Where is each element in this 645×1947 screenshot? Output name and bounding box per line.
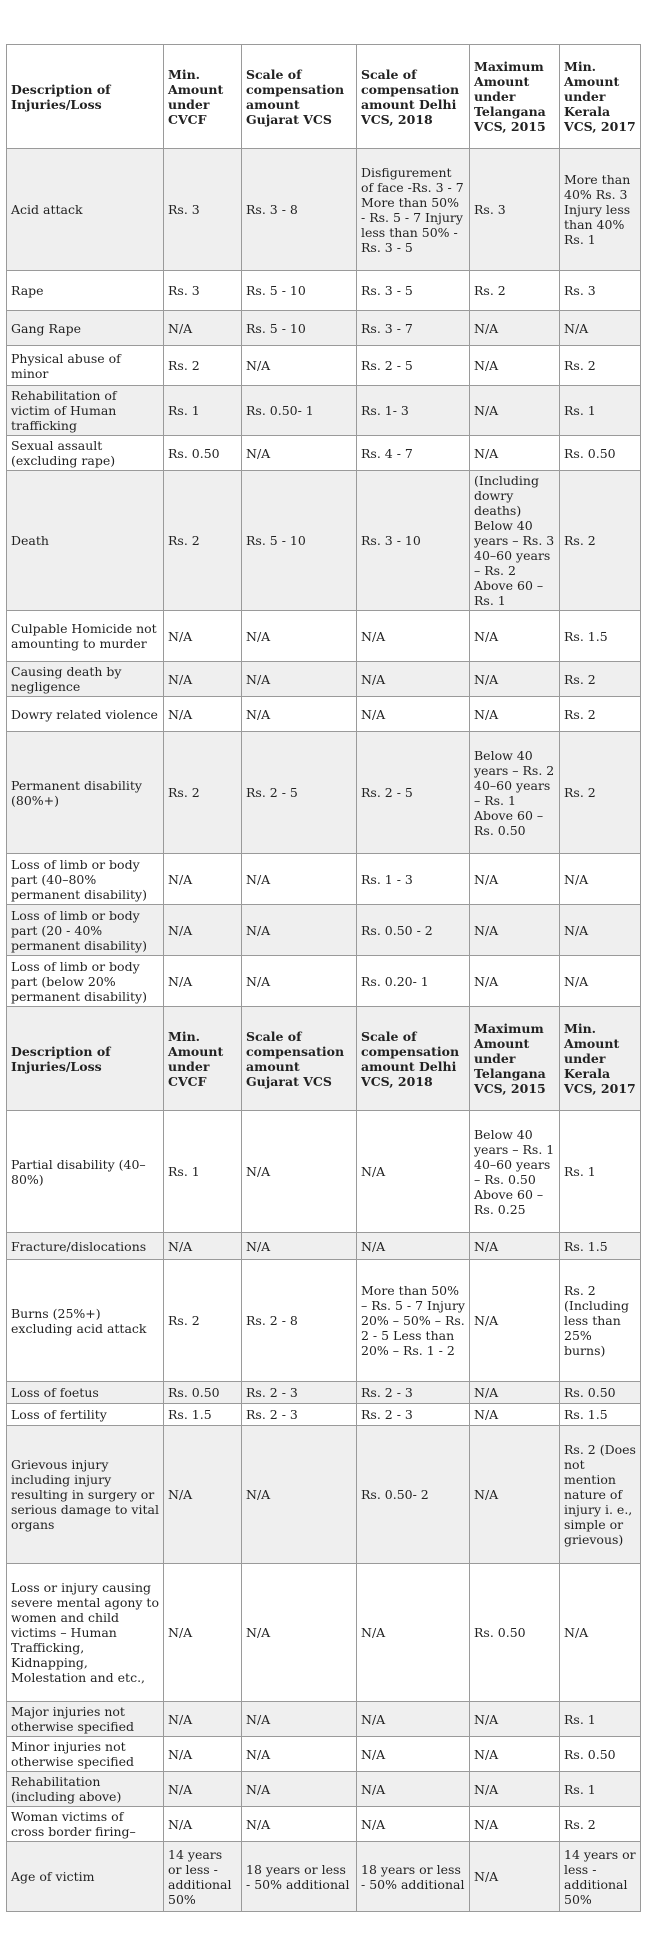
table-cell: N/A — [357, 1233, 470, 1260]
table-cell: Disfigurement of face -Rs. 3 - 7 More than 50% - Rs. 5 - 7 Injury less than 50% - Rs. 3 - 5 — [357, 149, 470, 271]
header-cell: Description of Injuries/Loss — [7, 1007, 164, 1111]
table-row — [7, 149, 641, 271]
table-cell: Rs. 2 — [164, 471, 242, 611]
table-row — [7, 905, 641, 956]
table-cell: N/A — [560, 905, 641, 956]
table-cell: N/A — [357, 1772, 470, 1807]
table-cell: N/A — [470, 311, 560, 346]
table-cell: Rs. 1 — [164, 1111, 242, 1233]
row-label-cell: Permanent disability (80%+) — [7, 732, 164, 854]
table-cell: Rs. 0.20- 1 — [357, 956, 470, 1007]
row-label-cell: Physical abuse of minor — [7, 346, 164, 386]
header-cell: Min. Amount under Kerala VCS, 2017 — [560, 45, 641, 149]
table-cell: N/A — [470, 905, 560, 956]
table-row — [7, 1564, 641, 1702]
table-cell: N/A — [357, 1111, 470, 1233]
table-cell: Rs. 2 - 5 — [357, 732, 470, 854]
table-cell: N/A — [470, 1404, 560, 1426]
table-cell: N/A — [164, 1737, 242, 1772]
row-label-cell: Loss of limb or body part (below 20% permanent disability) — [7, 956, 164, 1007]
table-cell: N/A — [470, 697, 560, 732]
table-cell: Rs. 2 — [560, 346, 641, 386]
table-row — [7, 1233, 641, 1260]
table-header-row — [7, 1007, 641, 1111]
table-cell: N/A — [242, 1772, 357, 1807]
row-label-cell: Dowry related violence — [7, 697, 164, 732]
table-cell: N/A — [242, 1233, 357, 1260]
table-cell: Rs. 2 — [560, 662, 641, 697]
row-label-cell: Loss of fertility — [7, 1404, 164, 1426]
table-cell: N/A — [357, 1807, 470, 1842]
table-cell: Rs. 3 - 8 — [242, 149, 357, 271]
table-cell: N/A — [470, 1842, 560, 1912]
table-cell: Rs. 0.50- 1 — [242, 386, 357, 436]
table-cell: N/A — [470, 1737, 560, 1772]
row-label-cell: Causing death by negligence — [7, 662, 164, 697]
row-label-cell: Culpable Homicide not amounting to murder — [7, 611, 164, 662]
table-row — [7, 662, 641, 697]
table-cell: N/A — [560, 311, 641, 346]
table-cell: N/A — [242, 697, 357, 732]
table-row — [7, 854, 641, 905]
row-label-cell: Partial disability (40–80%) — [7, 1111, 164, 1233]
table-cell: Rs. 3 — [560, 271, 641, 311]
table-cell: Rs. 3 - 7 — [357, 311, 470, 346]
table-cell: N/A — [164, 956, 242, 1007]
table-row — [7, 1404, 641, 1426]
table-row — [7, 1702, 641, 1737]
table-row — [7, 1111, 641, 1233]
table-cell: N/A — [357, 697, 470, 732]
table-cell: Rs. 1.5 — [560, 611, 641, 662]
table-cell: N/A — [242, 346, 357, 386]
table-row — [7, 386, 641, 436]
header-cell: Min. Amount under CVCF — [164, 45, 242, 149]
table-cell: More than 40% Rs. 3 Injury less than 40% Rs. 1 — [560, 149, 641, 271]
table-cell: Rs. 2 (Does not mention nature of injury i. e., simple or grievous) — [560, 1426, 641, 1564]
row-label-cell: Woman victims of cross border firing– — [7, 1807, 164, 1842]
table-cell: N/A — [357, 662, 470, 697]
table-row — [7, 436, 641, 471]
table-cell: N/A — [470, 1702, 560, 1737]
header-cell: Scale of compensation amount Gujarat VCS — [242, 1007, 357, 1111]
table-cell: Rs. 1.5 — [560, 1233, 641, 1260]
header-cell: Scale of compensation amount Delhi VCS, 2018 — [357, 45, 470, 149]
table-row — [7, 1260, 641, 1382]
table-cell: Rs. 1- 3 — [357, 386, 470, 436]
table-cell: (Including dowry deaths) Below 40 years – Rs. 3 40–60 years – Rs. 2 Above 60 – Rs. 1 — [470, 471, 560, 611]
header-cell: Description of Injuries/Loss — [7, 45, 164, 149]
table-cell: Rs. 3 - 5 — [357, 271, 470, 311]
table-cell: Rs. 3 — [164, 149, 242, 271]
table-cell: Rs. 2 - 8 — [242, 1260, 357, 1382]
table-cell: N/A — [242, 1111, 357, 1233]
table-cell: N/A — [164, 1426, 242, 1564]
table-cell: Rs. 2 - 3 — [242, 1382, 357, 1404]
table-cell: Rs. 2 - 3 — [357, 1382, 470, 1404]
table-row — [7, 611, 641, 662]
table-row — [7, 311, 641, 346]
table-cell: Rs. 3 - 10 — [357, 471, 470, 611]
table-cell: N/A — [470, 611, 560, 662]
table-cell: N/A — [164, 611, 242, 662]
table-cell: N/A — [470, 1807, 560, 1842]
table-cell: Rs. 5 - 10 — [242, 471, 357, 611]
table-cell: Rs. 2 (Including less than 25% burns) — [560, 1260, 641, 1382]
compensation-table-container — [6, 44, 640, 1912]
table-body — [7, 45, 641, 1912]
compensation-table — [6, 44, 641, 1912]
table-cell: N/A — [164, 697, 242, 732]
table-cell: Rs. 2 — [560, 732, 641, 854]
table-row — [7, 471, 641, 611]
table-cell: N/A — [242, 854, 357, 905]
row-label-cell: Rehabilitation of victim of Human trafficking — [7, 386, 164, 436]
row-label-cell: Grievous injury including injury resulting in surgery or serious damage to vital organs — [7, 1426, 164, 1564]
table-cell: N/A — [164, 1807, 242, 1842]
table-cell: Rs. 0.50 — [560, 1737, 641, 1772]
table-cell: N/A — [470, 1233, 560, 1260]
table-cell: Rs. 5 - 10 — [242, 311, 357, 346]
row-label-cell: Acid attack — [7, 149, 164, 271]
table-cell: N/A — [242, 1807, 357, 1842]
table-cell: Rs. 1.5 — [164, 1404, 242, 1426]
table-cell: N/A — [357, 1737, 470, 1772]
table-row — [7, 271, 641, 311]
table-row — [7, 1426, 641, 1564]
table-cell: N/A — [470, 386, 560, 436]
table-cell: N/A — [470, 1772, 560, 1807]
table-cell: Rs. 2 — [470, 271, 560, 311]
row-label-cell: Major injuries not otherwise specified — [7, 1702, 164, 1737]
table-cell: N/A — [242, 611, 357, 662]
table-cell: N/A — [560, 854, 641, 905]
table-row — [7, 956, 641, 1007]
table-cell: Rs. 1 — [560, 1702, 641, 1737]
table-cell: Rs. 1 — [560, 1772, 641, 1807]
table-cell: Below 40 years – Rs. 2 40–60 years – Rs. 1 Above 60 – Rs. 0.50 — [470, 732, 560, 854]
table-cell: N/A — [242, 1564, 357, 1702]
header-cell: Scale of compensation amount Gujarat VCS — [242, 45, 357, 149]
table-cell: Rs. 2 — [560, 1807, 641, 1842]
table-row — [7, 1842, 641, 1912]
table-cell: N/A — [470, 956, 560, 1007]
table-cell: N/A — [470, 1382, 560, 1404]
row-label-cell: Sexual assault (excluding rape) — [7, 436, 164, 471]
table-cell: 14 years or less - additional 50% — [164, 1842, 242, 1912]
table-cell: Below 40 years – Rs. 1 40–60 years – Rs. 0.50 Above 60 – Rs. 0.25 — [470, 1111, 560, 1233]
table-cell: 18 years or less - 50% additional — [242, 1842, 357, 1912]
row-label-cell: Gang Rape — [7, 311, 164, 346]
table-row — [7, 732, 641, 854]
table-cell: N/A — [560, 1564, 641, 1702]
table-cell: N/A — [242, 1702, 357, 1737]
table-cell: N/A — [470, 1426, 560, 1564]
table-cell: N/A — [560, 956, 641, 1007]
table-cell: N/A — [164, 1233, 242, 1260]
row-label-cell: Loss or injury causing severe mental agony to women and child victims – Human Trafficking, Kidnapping, Molestation and etc., — [7, 1564, 164, 1702]
table-cell: Rs. 1 - 3 — [357, 854, 470, 905]
table-row — [7, 1772, 641, 1807]
table-cell: Rs. 2 - 5 — [242, 732, 357, 854]
table-cell: Rs. 0.50 — [164, 1382, 242, 1404]
table-cell: N/A — [242, 905, 357, 956]
table-cell: Rs. 3 — [164, 271, 242, 311]
row-label-cell: Loss of limb or body part (40–80% permanent disability) — [7, 854, 164, 905]
table-cell: N/A — [164, 1772, 242, 1807]
table-cell: N/A — [242, 1737, 357, 1772]
table-cell: Rs. 2 — [164, 732, 242, 854]
table-cell: 14 years or less - additional 50% — [560, 1842, 641, 1912]
row-label-cell: Burns (25%+) excluding acid attack — [7, 1260, 164, 1382]
row-label-cell: Minor injuries not otherwise specified — [7, 1737, 164, 1772]
table-cell: Rs. 2 — [164, 346, 242, 386]
table-cell: Rs. 1 — [560, 1111, 641, 1233]
table-cell: 18 years or less - 50% additional — [357, 1842, 470, 1912]
table-cell: N/A — [357, 1564, 470, 1702]
row-label-cell: Death — [7, 471, 164, 611]
table-cell: Rs. 2 — [164, 1260, 242, 1382]
table-cell: N/A — [242, 956, 357, 1007]
table-cell: Rs. 0.50 — [560, 1382, 641, 1404]
row-label-cell: Rape — [7, 271, 164, 311]
table-cell: N/A — [164, 854, 242, 905]
table-cell: N/A — [164, 1702, 242, 1737]
table-row — [7, 1382, 641, 1404]
table-row — [7, 697, 641, 732]
table-cell: N/A — [357, 611, 470, 662]
table-cell: Rs. 2 - 5 — [357, 346, 470, 386]
table-cell: Rs. 1 — [560, 386, 641, 436]
table-cell: N/A — [470, 662, 560, 697]
row-label-cell: Fracture/dislocations — [7, 1233, 164, 1260]
table-cell: N/A — [470, 1260, 560, 1382]
table-cell: More than 50% – Rs. 5 - 7 Injury 20% – 50% – Rs. 2 - 5 Less than 20% – Rs. 1 - 2 — [357, 1260, 470, 1382]
table-header-row — [7, 45, 641, 149]
table-cell: N/A — [357, 1702, 470, 1737]
table-cell: Rs. 1 — [164, 386, 242, 436]
table-cell: Rs. 0.50 — [560, 436, 641, 471]
table-cell: N/A — [470, 436, 560, 471]
table-cell: Rs. 0.50 — [470, 1564, 560, 1702]
table-cell: Rs. 0.50- 2 — [357, 1426, 470, 1564]
table-cell: Rs. 2 — [560, 471, 641, 611]
table-cell: Rs. 2 - 3 — [242, 1404, 357, 1426]
table-row — [7, 346, 641, 386]
header-cell: Min. Amount under Kerala VCS, 2017 — [560, 1007, 641, 1111]
table-cell: N/A — [470, 346, 560, 386]
table-cell: N/A — [470, 854, 560, 905]
row-label-cell: Age of victim — [7, 1842, 164, 1912]
header-cell: Maximum Amount under Telangana VCS, 2015 — [470, 1007, 560, 1111]
row-label-cell: Loss of foetus — [7, 1382, 164, 1404]
header-cell: Maximum Amount under Telangana VCS, 2015 — [470, 45, 560, 149]
table-cell: N/A — [164, 311, 242, 346]
table-cell: Rs. 4 - 7 — [357, 436, 470, 471]
table-row — [7, 1737, 641, 1772]
row-label-cell: Loss of limb or body part (20 - 40% permanent disability) — [7, 905, 164, 956]
table-cell: N/A — [242, 662, 357, 697]
table-cell: Rs. 5 - 10 — [242, 271, 357, 311]
table-cell: Rs. 2 - 3 — [357, 1404, 470, 1426]
header-cell: Scale of compensation amount Delhi VCS, 2018 — [357, 1007, 470, 1111]
table-cell: N/A — [164, 905, 242, 956]
table-cell: Rs. 1.5 — [560, 1404, 641, 1426]
header-cell: Min. Amount under CVCF — [164, 1007, 242, 1111]
table-cell: N/A — [242, 436, 357, 471]
table-cell: N/A — [242, 1426, 357, 1564]
row-label-cell: Rehabilitation (including above) — [7, 1772, 164, 1807]
table-cell: N/A — [164, 1564, 242, 1702]
table-cell: Rs. 3 — [470, 149, 560, 271]
table-cell: N/A — [164, 662, 242, 697]
table-cell: Rs. 0.50 - 2 — [357, 905, 470, 956]
table-cell: Rs. 2 — [560, 697, 641, 732]
table-cell: Rs. 0.50 — [164, 436, 242, 471]
table-row — [7, 1807, 641, 1842]
